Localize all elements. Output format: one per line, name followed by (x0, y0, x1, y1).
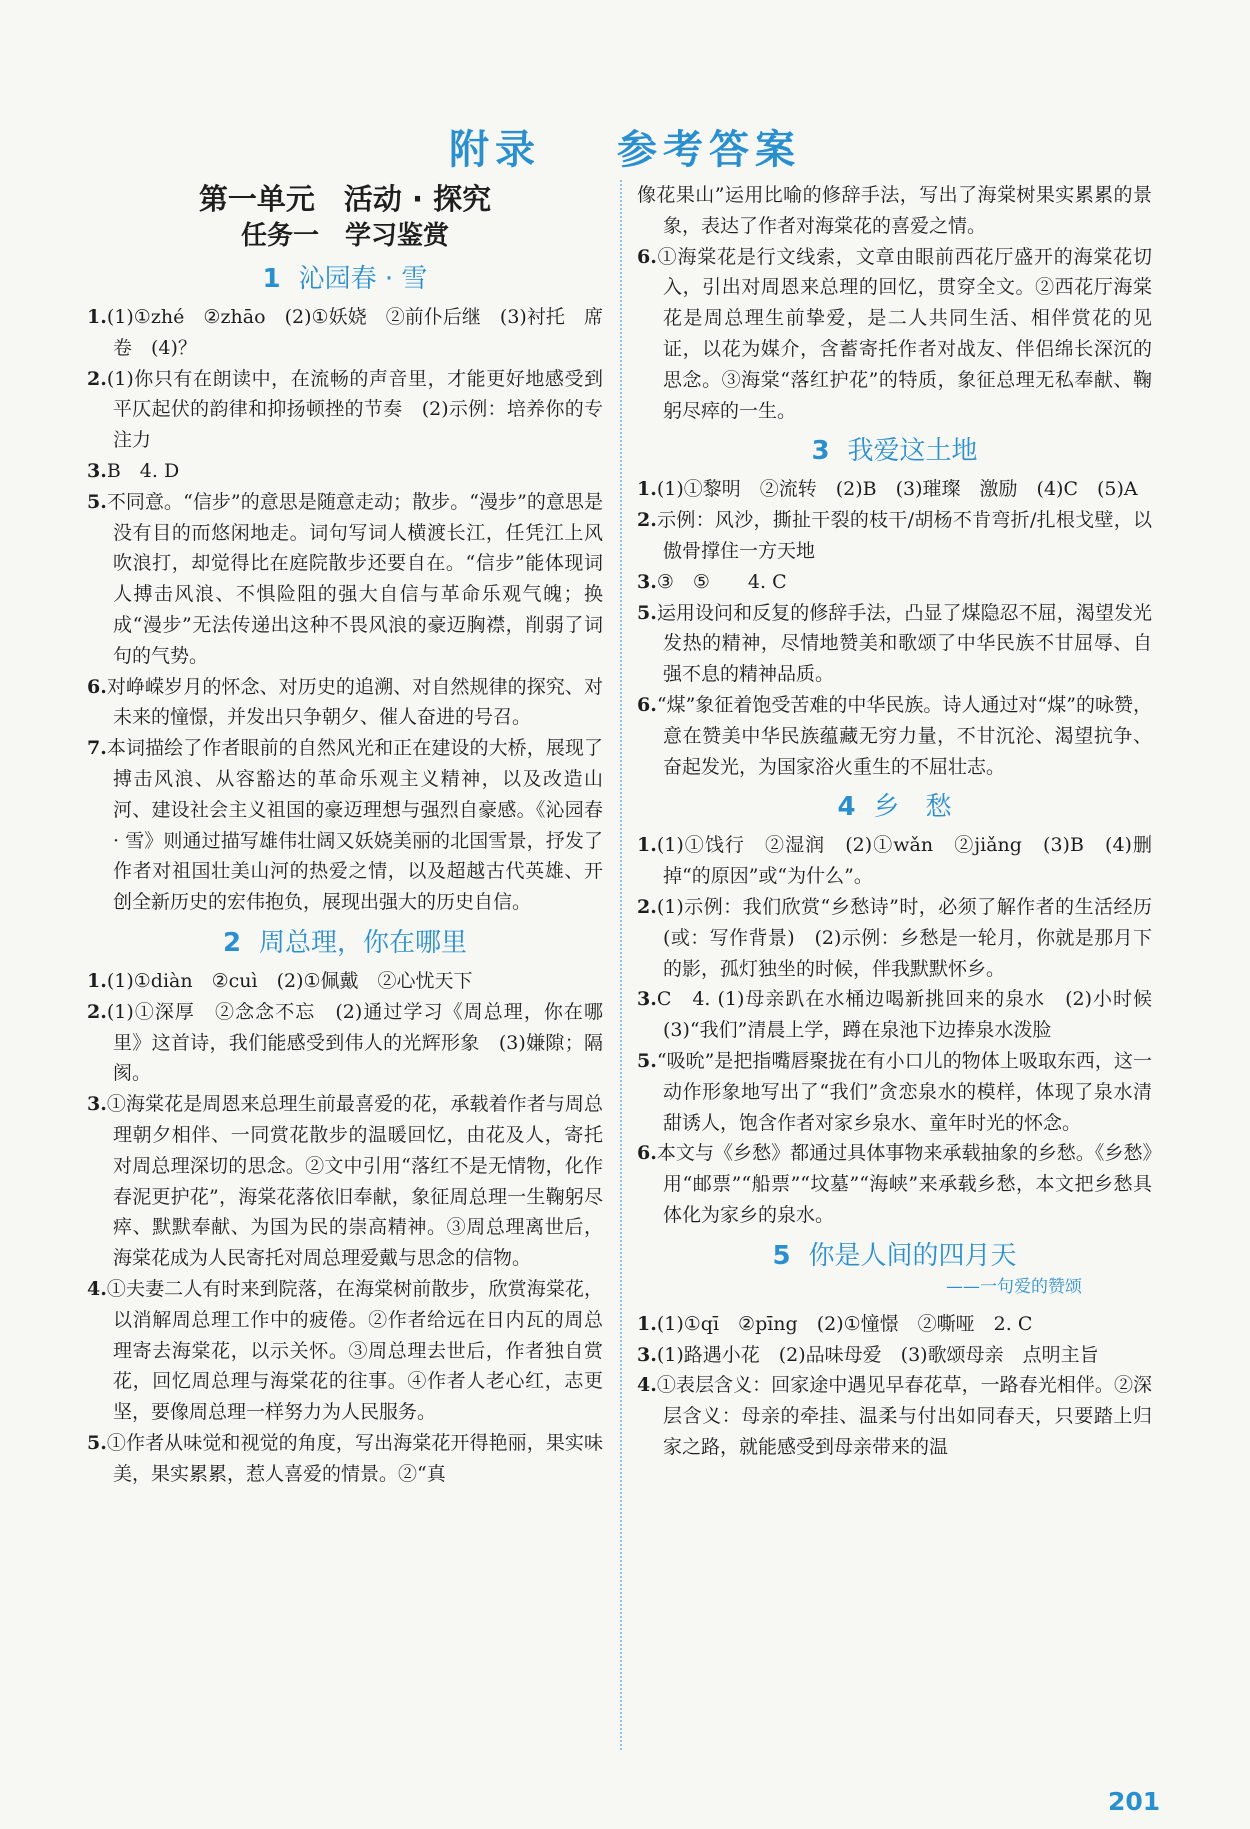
lesson-heading-5 (637, 1237, 1152, 1275)
lesson-heading-4 (637, 788, 1152, 826)
answer-item: 3.(1)路遇小花 (2)品味母爱 (3)歌颂母亲 点明主旨 (637, 1343, 1099, 1366)
lesson-subtitle: ——一句爱的赞颂 (946, 1276, 1082, 1297)
page-title-answers: 参考答案 (616, 127, 801, 173)
lesson-number: 4 (837, 792, 856, 823)
column-divider (620, 180, 622, 1750)
task-title: 任务一 学习鉴赏 (240, 221, 449, 251)
answer-item: 5.①作者从味觉和视觉的角度，写出海棠花开得艳丽，果实味美，果实累累，惹人喜爱的情景。②“真 (87, 1431, 603, 1485)
lesson-number: 3 (811, 436, 830, 467)
answer-item: 4.①表层含义：回家途中遇见早春花草，一路春光相伴。②深层含义：母亲的牵挂、温柔与付出如同春天，只要踏上归家之路，就能感受到母亲带来的温 (637, 1374, 1152, 1458)
page-title (0, 118, 1250, 175)
left-column (87, 180, 603, 1489)
lesson-heading-3 (637, 432, 1152, 470)
lesson-number: 5 (772, 1240, 791, 1271)
answer-item: 1.(1)①饯行 ②湿润 (2)①wǎn ②jiǎng (3)B (4)删掉“的原因”或“为什么”。 (637, 834, 1152, 888)
answer-item: 1.(1)①黎明 ②流转 (2)B (3)璀璨 激励 (4)C (5)A (637, 478, 1138, 501)
answer-item: 3.①海棠花是周恩来总理生前最喜爱的花，承载着作者与周总理朝夕相伴、一同赏花散步的温暖回忆，由花及人，寄托对周总理深切的思念。②文中引用“落红不是无情物，化作春泥更护花”，海棠花落依旧奉献，象征周总理一生鞠躬尽瘁、默默奉献、为国为民的崇高精神。③周总理离世后，海棠花成为人民寄托对周总理爱戴与思念的信物。 (87, 1093, 603, 1270)
answer-item: 5.不同意。“信步”的意思是随意走动；散步。“漫步”的意思是没有目的而悠闲地走。词句写词人横渡长江，任凭江上风吹浪打，却觉得比在庭院散步还要自在。“信步”能体现词人搏击风浪、不惧险阻的强大自信与革命乐观气魄；换成“漫步”无法传递出这种不畏风浪的豪迈胸襟，削弱了词句的气势。 (87, 490, 603, 667)
lesson-title: 我爱这土地 (847, 436, 978, 467)
answer-item: 6.本文与《乡愁》都通过具体事物来承载抽象的乡愁。《乡愁》用“邮票”“船票”“坟墓”“海峡”来承载乡愁，本文把乡愁具体化为家乡的泉水。 (637, 1142, 1152, 1226)
answer-item: 5.“吸吮”是把指嘴唇聚拢在有小口儿的物体上吸取东西，这一动作形象地写出了“我们”贪恋泉水的模样，体现了泉水清甜诱人，饱含作者对家乡泉水、童年时光的怀念。 (637, 1049, 1152, 1134)
answer-item: 1.(1)①diàn ②cuì (2)①佩戴 ②心忧天下 (87, 969, 473, 992)
answer-item: 1.(1)①zhé ②zhāo (2)①妖娆 ②前仆后继 (3)衬托 席卷 (4)？ (87, 306, 603, 359)
answer-item: 3.C 4. (1)母亲趴在水桶边喝新挑回来的泉水 (2)小时候 (3)“我们”清晨上学，蹲在泉池下边捧泉水泼脸 (637, 988, 1172, 1042)
right-column (637, 180, 1172, 1463)
answer-item: 2.示例：风沙，撕扯干裂的枝干/胡杨不肯弯折/扎根戈壁，以傲骨撑住一方天地 (637, 509, 1152, 562)
answer-item: 4.①夫妻二人有时来到院落，在海棠树前散步，欣赏海棠花，以消解周总理工作中的疲倦。②作者给远在日内瓦的周总理寄去海棠花，以示关怀。③周总理去世后，作者独自赏花，回忆周总理与海棠花的往事。④作者人老心红，志更坚，要像周总理一样努力为人民服务。 (87, 1277, 603, 1424)
lesson-heading-2 (87, 924, 603, 962)
answer-item: 2.(1)示例：我们欣赏“乡愁诗”时，必须了解作者的生活经历(或：写作背景) (2)示例：乡愁是一轮月，你就是那月下的影，孤灯独坐的时候，伴我默默怀乡。 (637, 895, 1152, 980)
lesson-number: 2 (222, 927, 242, 958)
lesson-title: 沁园春 · 雪 (298, 264, 428, 294)
lesson-title: 你是人间的四月天 (808, 1240, 1017, 1271)
answer-item: 3.B 4. D (87, 459, 180, 482)
answer-item: 6.“煤”象征着饱受苦难的中华民族。诗人通过对“煤”的咏赞，意在赞美中华民族蕴藏无穷力量，不甘沉沦、渴望抗争、奋起发光，为国家浴火重生的不屈壮志。 (637, 693, 1152, 778)
page-title-appendix: 附录 (449, 127, 542, 173)
answer-item: 5.运用设问和反复的修辞手法，凸显了煤隐忍不屈，渴望发光发热的精神，尽情地赞美和歌颂了中华民族不甘屈辱、自强不息的精神品质。 (637, 601, 1152, 686)
answer-item: 2.(1)①深厚 ②念念不忘 (2)通过学习《周总理，你在哪里》这首诗，我们能感受到伟人的光辉形象 (3)嫌隙；隔阂。 (87, 1000, 603, 1085)
answer-item: 1.(1)①qī ②pīng (2)①憧憬 ②嘶哑 2. C (637, 1312, 1033, 1335)
answer-item: 6.①海棠花是行文线索，文章由眼前西花厅盛开的海棠花切入，引出对周恩来总理的回忆，贯穿全文。②西花厅海棠花是周总理生前挚爱，是二人共同生活、相伴赏花的见证，以花为媒介，含蓄寄托作者对战友、伴侣绵长深沉的思念。③海棠“落红护花”的特质，象征总理无私奉献、鞠躬尽瘁的一生。 (637, 245, 1152, 422)
lesson-heading-1 (87, 260, 603, 298)
lesson-number: 1 (262, 264, 281, 294)
answer-item: 7.本词描绘了作者眼前的自然风光和正在建设的大桥，展现了搏击风浪、从容豁达的革命乐观主义精神，以及改造山河、建设社会主义祖国的豪迈理想与强烈自豪感。《沁园春 · 雪》则通过描写雄伟壮阔又妖娆美丽的北国雪景，抒发了作者对祖国壮美山河的热爱之情，以及超越古代英雄、开创全新历史的宏伟抱负，展现出强大的历史自信。 (87, 737, 603, 914)
answer-item-continued: 像花果山”运用比喻的修辞手法，写出了海棠树果实累累的景象，表达了作者对海棠花的喜爱之情。 (637, 184, 1152, 237)
answer-item: 2.(1)你只有在朗读中，在流畅的声音里，才能更好地感受到平仄起伏的韵律和抑扬顿挫的节奏 (2)示例：培养你的专注力 (87, 367, 603, 452)
answer-item: 6.对峥嵘岁月的怀念、对历史的追溯、对自然规律的探究、对未来的憧憬，并发出只争朝夕、催人奋进的号召。 (87, 675, 603, 729)
unit-title: 第一单元 活动 · 探究 (198, 182, 492, 216)
page-number: 201 (1108, 1787, 1161, 1816)
lesson-title: 周总理，你在哪里 (259, 927, 468, 958)
answer-item: 3.③ ⑤ 4. C (637, 570, 787, 593)
lesson-title: 乡 愁 (873, 792, 952, 823)
